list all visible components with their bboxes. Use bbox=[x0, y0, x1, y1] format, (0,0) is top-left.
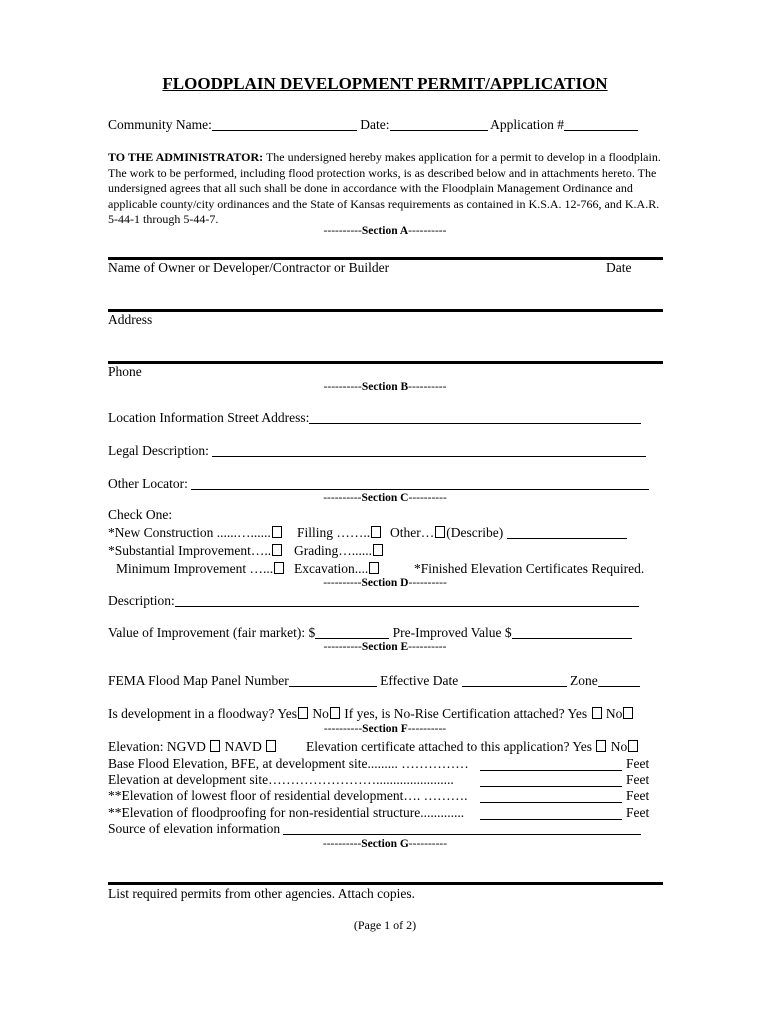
date-label: Date: bbox=[360, 117, 390, 132]
panel-label: FEMA Flood Map Panel Number bbox=[108, 673, 289, 688]
date-field[interactable] bbox=[390, 118, 488, 131]
elevation-datum-row: Elevation: NGVD NAVD bbox=[108, 739, 277, 755]
floodproof-field[interactable] bbox=[480, 807, 622, 820]
cert-yes-checkbox[interactable] bbox=[596, 740, 606, 752]
section-f-heading: ----------Section F---------- bbox=[323, 723, 447, 735]
location-row bbox=[108, 410, 641, 426]
other-locator-label: Other Locator: bbox=[108, 476, 188, 491]
owner-date-label: Date bbox=[606, 260, 632, 275]
intro-bold-lead: TO THE ADMINISTRATOR: bbox=[108, 150, 264, 164]
legal-row bbox=[108, 443, 646, 459]
section-a-heading: ----------Section A---------- bbox=[323, 225, 447, 237]
zone-field[interactable] bbox=[598, 674, 640, 687]
lowest-floor-label: **Elevation of lowest floor of residential development…. ………. bbox=[108, 788, 468, 803]
other-option: Other… (Describe) bbox=[390, 525, 627, 541]
filling-option: Filling …….. bbox=[297, 525, 382, 541]
value-label: Value of Improvement (fair market): $ bbox=[108, 625, 316, 640]
norise-no-checkbox[interactable] bbox=[623, 707, 633, 719]
ngvd-checkbox[interactable] bbox=[210, 740, 220, 752]
value-row bbox=[108, 625, 632, 641]
application-label: Application # bbox=[490, 117, 565, 132]
other-locator-field[interactable] bbox=[191, 477, 649, 490]
finished-elevation-note: *Finished Elevation Certificates Required. bbox=[414, 561, 645, 576]
description-field[interactable] bbox=[175, 594, 639, 607]
minimum-option: Minimum Improvement …... bbox=[116, 561, 285, 577]
pre-improved-field[interactable] bbox=[512, 626, 632, 639]
other-locator-row bbox=[108, 476, 649, 492]
bfe-label: Base Flood Elevation, BFE, at development site......... …………… bbox=[108, 756, 469, 771]
zone-label: Zone bbox=[569, 673, 598, 688]
bfe-field[interactable] bbox=[480, 758, 622, 771]
norise-yes-checkbox[interactable] bbox=[592, 707, 602, 719]
effective-date-field[interactable] bbox=[462, 674, 567, 687]
panel-number-field[interactable] bbox=[289, 674, 377, 687]
phone-label: Phone bbox=[108, 364, 142, 379]
check-one-label: Check One: bbox=[108, 507, 173, 522]
source-field[interactable] bbox=[283, 822, 641, 835]
divider bbox=[108, 882, 663, 885]
page-title: FLOODPLAIN DEVELOPMENT PERMIT/APPLICATION bbox=[162, 74, 608, 93]
community-name-field[interactable] bbox=[212, 118, 357, 131]
other-describe-field[interactable] bbox=[507, 526, 627, 539]
section-c-heading: ----------Section C---------- bbox=[323, 492, 447, 504]
value-field[interactable] bbox=[315, 626, 389, 639]
substantial-option: *Substantial Improvement….. bbox=[108, 543, 283, 559]
pre-improved-label: Pre-Improved Value $ bbox=[392, 625, 512, 640]
lowest-floor-feet: Feet bbox=[626, 788, 650, 803]
elevation-cert-row: Elevation certificate attached to this application? Yes No bbox=[306, 739, 639, 755]
other-checkbox[interactable] bbox=[435, 526, 445, 538]
legal-description-field[interactable] bbox=[212, 444, 646, 457]
bfe-feet: Feet bbox=[626, 756, 650, 771]
new-construction-checkbox[interactable] bbox=[272, 526, 282, 538]
effective-date-label: Effective Date bbox=[380, 673, 459, 688]
floodproof-feet: Feet bbox=[626, 805, 650, 820]
substantial-checkbox[interactable] bbox=[272, 544, 282, 556]
description-row bbox=[108, 593, 639, 609]
permits-label: List required permits from other agencies. Attach copies. bbox=[108, 886, 416, 901]
location-label: Location Information Street Address: bbox=[108, 410, 310, 425]
fema-row bbox=[108, 673, 640, 689]
application-number-field[interactable] bbox=[564, 118, 638, 131]
filling-checkbox[interactable] bbox=[371, 526, 381, 538]
dev-site-label: Elevation at development site……………………....................... bbox=[108, 772, 454, 787]
lowest-floor-field[interactable] bbox=[480, 790, 622, 803]
section-e-heading: ----------Section E---------- bbox=[323, 641, 447, 653]
section-b-heading: ----------Section B---------- bbox=[323, 381, 447, 393]
owner-field-line[interactable] bbox=[108, 309, 663, 312]
minimum-checkbox[interactable] bbox=[274, 562, 284, 574]
floodway-no-checkbox[interactable] bbox=[330, 707, 340, 719]
source-row bbox=[108, 821, 641, 837]
grading-checkbox[interactable] bbox=[373, 544, 383, 556]
excavation-option: Excavation.... bbox=[294, 561, 380, 577]
community-name-row bbox=[108, 117, 638, 133]
description-label: Description: bbox=[108, 593, 175, 608]
legal-label: Legal Description: bbox=[108, 443, 209, 458]
intro-body: The undersigned hereby makes application for a permit to develop in a floodplain. The work to be performed, including flood protection works, is as described below and in attachments hereto. The undersigned agrees that all such shall be done in accordance with the Floodplain Management Ordinance and applicable county/city ordinances and the State of Kansas requirements as contained in K.S.A. 12-766, and K.A.R. 5-44-1 through 5-44-7. bbox=[108, 150, 661, 226]
owner-label: Name of Owner or Developer/Contractor or Builder bbox=[108, 260, 390, 275]
dev-site-field[interactable] bbox=[480, 774, 622, 787]
dev-site-feet: Feet bbox=[626, 772, 650, 787]
grading-option: Grading…...... bbox=[294, 543, 384, 559]
floodway-row: Is development in a floodway? Yes No If yes, is No-Rise Certification attached? Yes No bbox=[108, 706, 634, 722]
new-construction-option: *New Construction ......…...... bbox=[108, 525, 283, 541]
excavation-checkbox[interactable] bbox=[369, 562, 379, 574]
floodway-yes-checkbox[interactable] bbox=[298, 707, 308, 719]
floodproof-label: **Elevation of floodproofing for non-residential structure............. bbox=[108, 805, 465, 820]
community-name-label: Community Name: bbox=[108, 117, 212, 132]
address-field-line[interactable] bbox=[108, 361, 663, 364]
source-label: Source of elevation information bbox=[108, 821, 281, 836]
location-field[interactable] bbox=[309, 411, 641, 424]
page-number: (Page 1 of 2) bbox=[353, 918, 417, 932]
section-g-heading: ----------Section G---------- bbox=[322, 838, 448, 850]
address-label: Address bbox=[108, 312, 153, 327]
cert-no-checkbox[interactable] bbox=[628, 740, 638, 752]
navd-checkbox[interactable] bbox=[266, 740, 276, 752]
section-d-heading: ----------Section D---------- bbox=[323, 577, 447, 589]
intro-paragraph bbox=[108, 150, 668, 228]
